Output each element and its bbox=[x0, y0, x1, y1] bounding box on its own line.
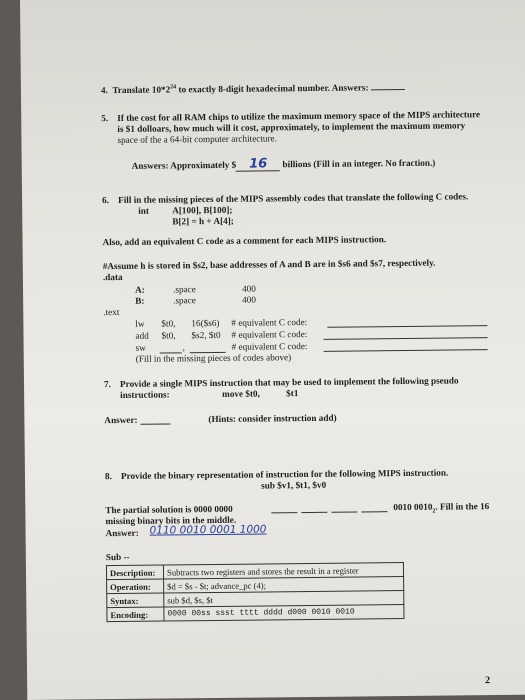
data-label-b: B: bbox=[135, 295, 145, 306]
q5-line3: space of the a 64-bit computer architecture. bbox=[117, 133, 277, 145]
code-comment-blank-2[interactable] bbox=[324, 337, 488, 340]
q6-data-directive: .data bbox=[102, 271, 123, 283]
q5-answer-line: Answers: Approximately $ 16 billions (Fill in an integer. No fraction.) bbox=[131, 156, 436, 172]
data-size-b: 400 bbox=[242, 294, 256, 305]
code-op-3: sw bbox=[135, 342, 146, 353]
q4-answer-blank[interactable] bbox=[371, 89, 405, 90]
table-key: Syntax: bbox=[107, 593, 164, 608]
code-comment-blank-3[interactable] bbox=[324, 349, 488, 352]
q7-num: 7. bbox=[103, 379, 111, 390]
q6-assume: #Assume h is stored in $s2, base addresses of A and B are in $s6 and $s7, respectively. bbox=[102, 257, 436, 272]
q6-text-directive: .text bbox=[103, 306, 120, 318]
q7-answer-blank[interactable] bbox=[140, 423, 170, 424]
q8-line4: missing binary bits in the middle. bbox=[105, 514, 237, 527]
exam-page bbox=[20, 0, 525, 700]
code-a-1: $t0, bbox=[161, 318, 176, 329]
code-sep-3: , bbox=[182, 342, 185, 353]
table-key: Encoding: bbox=[107, 607, 164, 622]
q8-instruction: sub $v1, $t1, $v0 bbox=[261, 479, 327, 491]
q7-answer-label: Answer: bbox=[104, 414, 138, 426]
table-value: $d = $s - $t; advance_pc (4); bbox=[164, 577, 404, 594]
code-comment-2: # equivalent C code: bbox=[231, 329, 308, 340]
code-comment-3: # equivalent C code: bbox=[231, 341, 308, 352]
q7-line2b: move $t0, bbox=[222, 388, 260, 399]
table-value: 0000 00ss ssst tttt dddd d000 0010 0010 bbox=[164, 605, 404, 622]
q8-answer-handwritten: 0110 0010 0001 1000 bbox=[149, 523, 267, 537]
q6-num: 6. bbox=[102, 195, 110, 206]
q5-num: 5. bbox=[101, 113, 109, 124]
q6-statement: B[2] = h + A[4]; bbox=[172, 215, 234, 227]
page-number: 2 bbox=[485, 675, 491, 687]
q8-line1: Provide the binary representation of instruction for the following MIPS instruction. bbox=[120, 467, 449, 481]
q5-answer-blank[interactable] bbox=[236, 158, 280, 171]
q8-bits-blank-3[interactable] bbox=[331, 511, 357, 512]
q6-also: Also, add an equivalent C code as a comment for each MIPS instruction. bbox=[102, 234, 387, 248]
sub-label: Sub -- bbox=[105, 551, 130, 563]
data-size-a: 400 bbox=[241, 283, 256, 294]
table-value: Subtracts two registers and stores the result in a register bbox=[163, 563, 403, 580]
q8-partial-b: 0010 $0010_2$. Fill in the 16 bbox=[393, 501, 490, 515]
q7-line2a: instructions: bbox=[120, 389, 170, 400]
q5-answer-handwritten: 16 bbox=[249, 156, 268, 172]
data-dir-a: .space bbox=[172, 284, 196, 295]
q4-line: 4. Translate $10*2^{24}$ to exactly 8-digit hexadecimal number. Answers: bbox=[101, 80, 405, 96]
table-row bbox=[107, 605, 404, 622]
q8-answer-label: Answer: bbox=[105, 527, 139, 539]
q6-decl-arrays: A[100], B[100]; bbox=[172, 204, 233, 216]
code-comment-1: # equivalent C code: bbox=[231, 317, 308, 328]
code-b-1: 16($s6) bbox=[191, 317, 220, 329]
q7-line1: Provide a single MIPS instruction that may be used to implement the following pseudo bbox=[119, 375, 459, 389]
q5-line2: is $1 dolloars, how much will it cost, approximately, to implement the maximum memory bbox=[117, 120, 466, 134]
code-comment-blank-1[interactable] bbox=[327, 325, 487, 328]
q6-fill-note: (Fill in the missing pieces of codes above) bbox=[135, 352, 292, 364]
q7-line2c: $t1 bbox=[286, 388, 299, 399]
q6-line1: Fill in the missing pieces of the MIPS assembly codes that translate the following C codes. bbox=[118, 191, 469, 205]
q8-bits-blank-1[interactable] bbox=[271, 512, 297, 513]
q8-partial-a: The partial solution is 0000 0000 bbox=[105, 503, 233, 516]
table-key: Description: bbox=[106, 565, 163, 580]
code-b-2: $s2, $t0 bbox=[191, 329, 221, 341]
q8-num: 8. bbox=[104, 471, 112, 482]
code-a-2: $t0, bbox=[161, 330, 176, 341]
data-label-a: A: bbox=[134, 284, 145, 295]
q8-bits-blank-4[interactable] bbox=[361, 511, 387, 512]
code-op-1: lw bbox=[135, 318, 145, 329]
data-dir-b: .space bbox=[173, 295, 196, 306]
code-op-2: add bbox=[135, 330, 149, 341]
q8-bits-blank-2[interactable] bbox=[301, 512, 327, 513]
sub-instruction-table bbox=[106, 562, 405, 622]
table-value: sub $d, $s, $t bbox=[164, 591, 404, 608]
q7-hint: (Hints: consider instruction add) bbox=[208, 412, 337, 425]
table-key: Operation: bbox=[107, 579, 164, 594]
q5-line1: If the cost for all RAM chips to utilize the maximum memory space of the MIPS architecture bbox=[117, 109, 481, 123]
q6-decl-int: int bbox=[138, 205, 149, 216]
